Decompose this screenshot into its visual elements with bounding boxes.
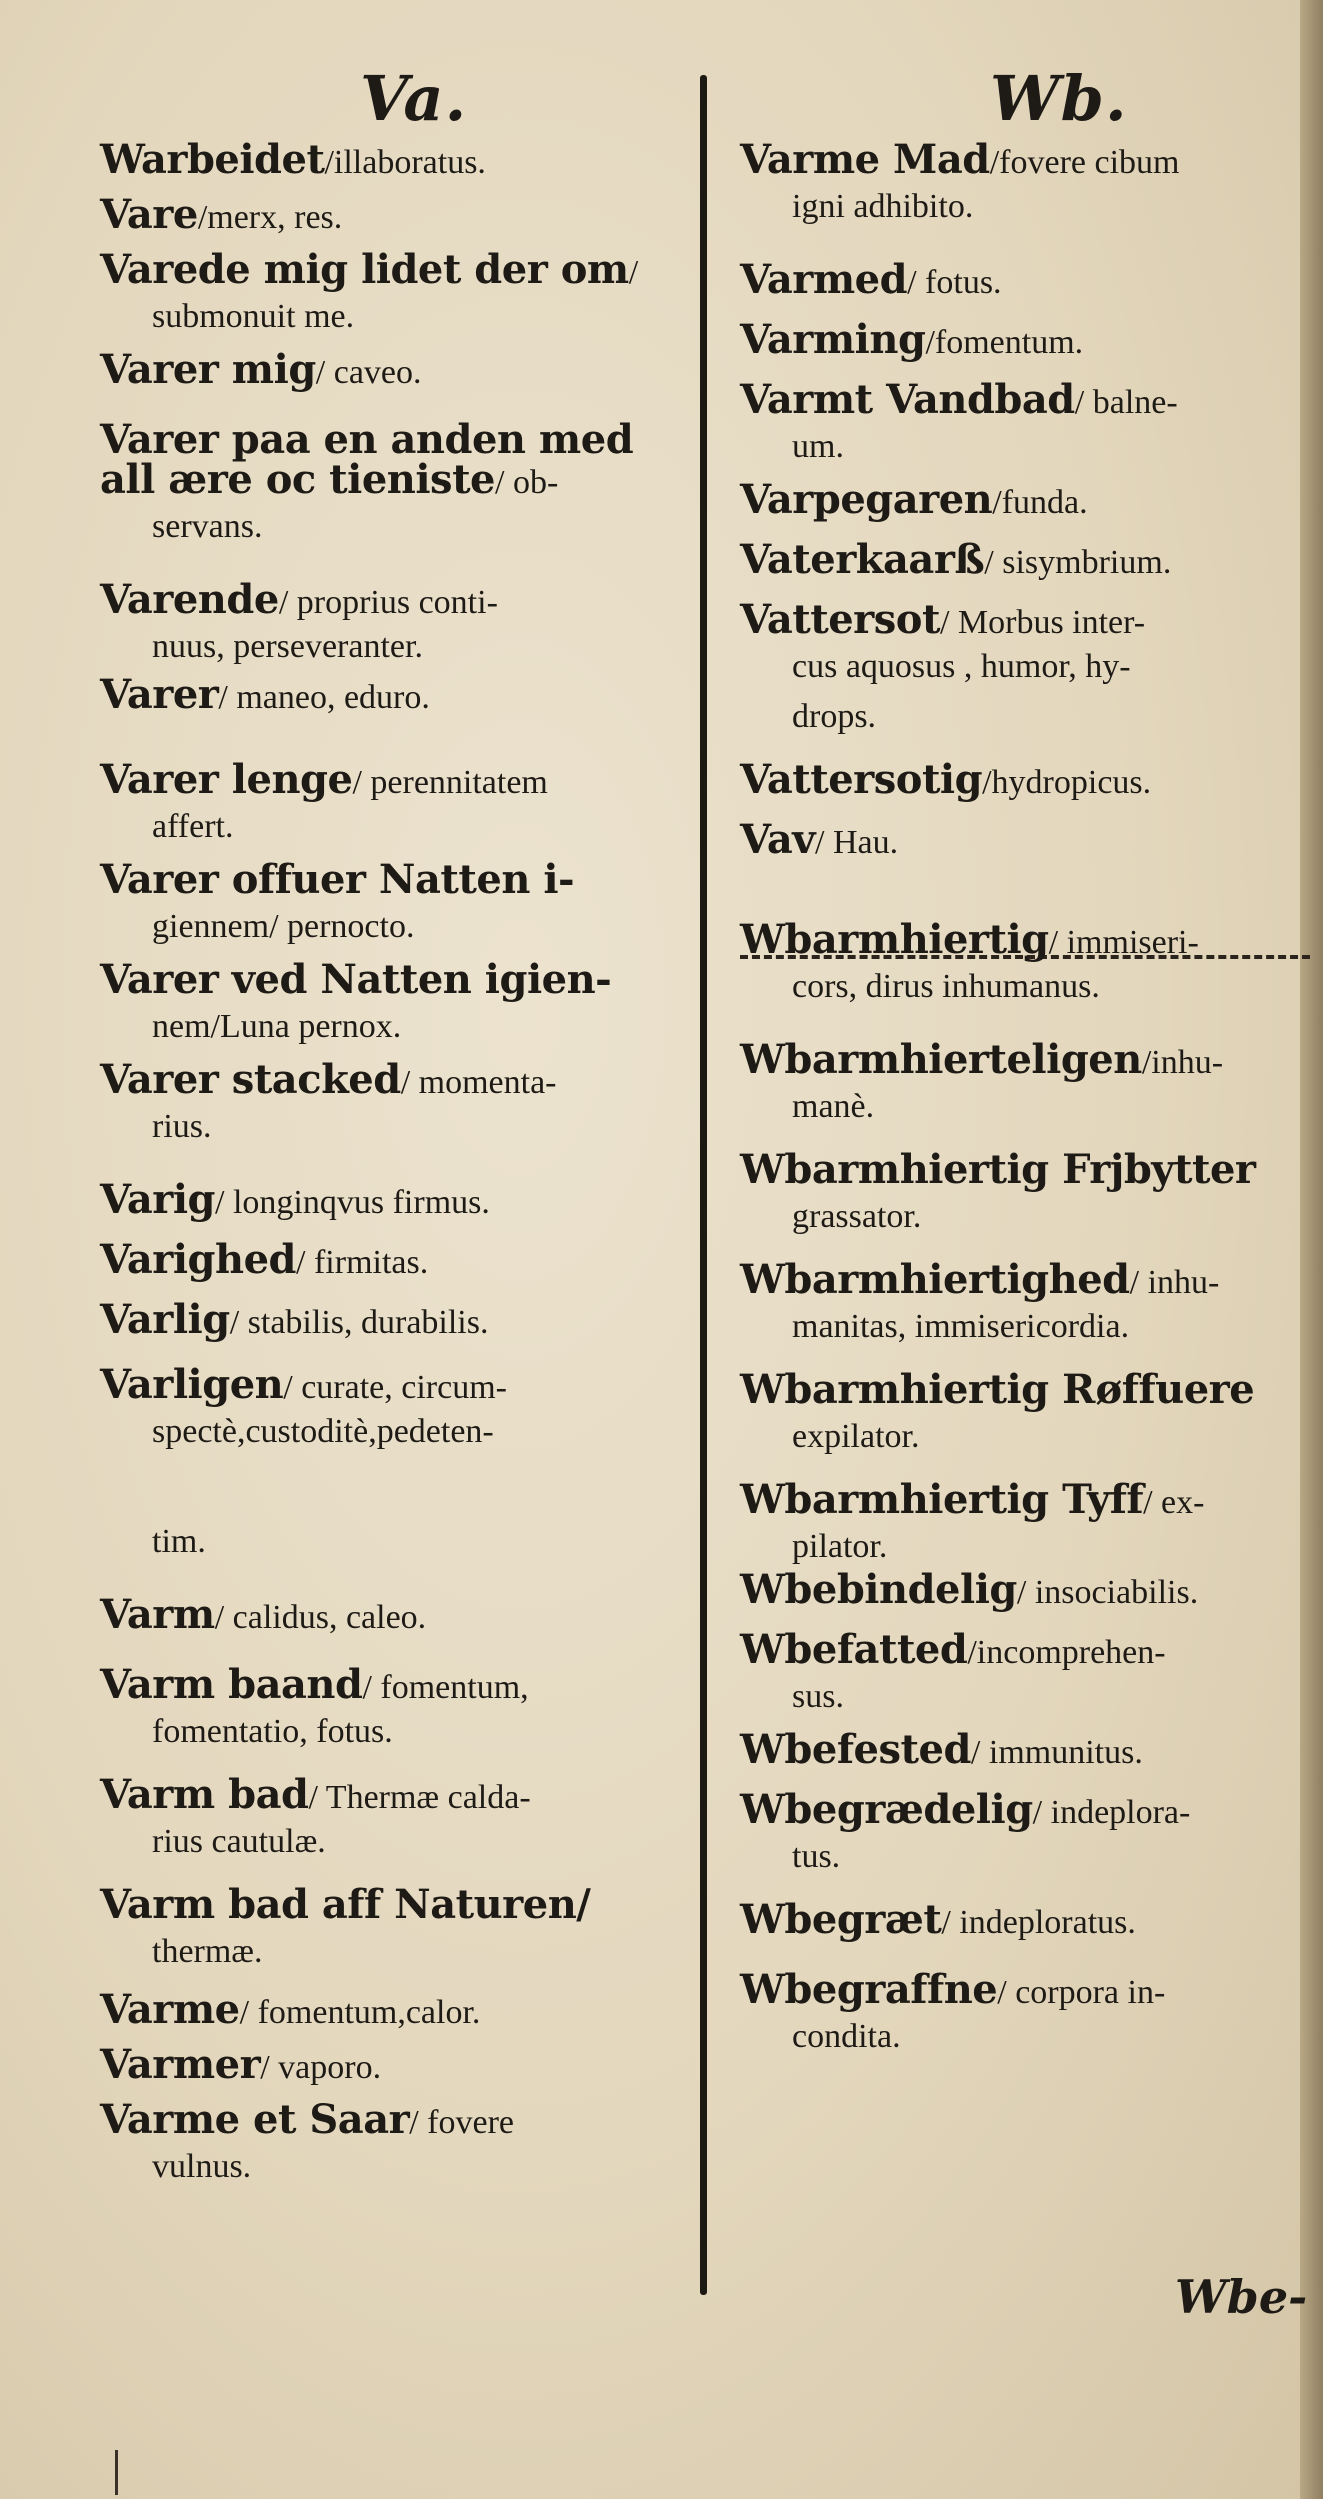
entry-definition: / fomentum,calor. (239, 1994, 481, 2031)
entry-definition: / firmitas. (296, 1244, 429, 1281)
entry-definition: / balne- (1074, 384, 1178, 421)
dictionary-entry (740, 256, 1300, 303)
entry-definition: / Hau. (815, 824, 899, 861)
catchword: Wbe- (1175, 2270, 1308, 2324)
entry-definition: / maneo, eduro. (218, 679, 430, 716)
entry-continuation: cors, dirus inhumanus. (792, 968, 1100, 1005)
entry-headword: Wbarmhiertighed (740, 1256, 1130, 1303)
entry-headword: Varer stacked (100, 1056, 401, 1103)
entry-headword: Varmed (740, 256, 908, 303)
dictionary-entry (740, 756, 1300, 803)
entry-headword: Varer offuer Natten i- (100, 856, 575, 903)
entry-continuation: servans. (152, 508, 263, 545)
entry-definition: /merx, res. (197, 199, 343, 236)
entry-definition: / Thermæ calda- (308, 1779, 531, 1816)
entry-definition: / immunitus. (970, 1734, 1143, 1771)
entry-continuation: spectè,custoditè,pedeten- (152, 1413, 494, 1450)
dictionary-entry (740, 376, 1300, 465)
dictionary-entry (740, 916, 1300, 1005)
dictionary-entry (100, 2041, 680, 2088)
entry-continuation: pilator. (792, 1528, 888, 1565)
column-divider (700, 75, 707, 2295)
entry-headword: Vattersot (740, 596, 940, 643)
entry-continuation: affert. (152, 808, 234, 845)
entry-headword: Varmt Vandbad (740, 376, 1075, 423)
entry-continuation: fomentatio, fotus. (152, 1713, 393, 1750)
entry-headword: Varm (100, 1591, 215, 1638)
dictionary-entry (100, 856, 680, 945)
entry-definition: / perennitatem (352, 764, 548, 801)
entry-headword: Varlig (100, 1296, 230, 1343)
entry-definition: / ex- (1143, 1484, 1205, 1521)
entry-definition: / indeploratus. (941, 1904, 1136, 1941)
entry-headword: Wbebindelig (740, 1566, 1017, 1613)
entry-definition: / vaporo. (260, 2049, 382, 2086)
entry-headword: Varede mig lidet der om (100, 246, 629, 293)
entry-definition: / fotus. (907, 264, 1002, 301)
entry-headword: Wbefatted (740, 1626, 968, 1673)
entry-headword: Varpegaren (740, 476, 993, 523)
entry-continuation: giennem/ pernocto. (152, 908, 415, 945)
entry-headword: Wbegraffne (740, 1966, 998, 2013)
entry-continuation: grassator. (792, 1198, 922, 1235)
entry-continuation: expilator. (792, 1418, 920, 1455)
dictionary-entry (100, 1525, 680, 1559)
dictionary-entry (100, 1661, 680, 1750)
dictionary-entry (740, 1036, 1300, 1125)
entry-headword: Wbarmhiertig Røffuere (740, 1366, 1255, 1413)
dictionary-entry (100, 246, 680, 335)
entry-headword: Varme et Saar (100, 2096, 410, 2143)
entry-continuation: tim. (152, 1523, 206, 1560)
dictionary-entry (740, 1966, 1300, 2055)
dictionary-entry (740, 1726, 1300, 1773)
entry-continuation: manitas, immisericordia. (792, 1308, 1130, 1345)
entry-definition: / proprius conti- (278, 584, 498, 621)
entry-headword: Varer ved Natten igien- (100, 956, 612, 1003)
dictionary-entry (100, 1881, 680, 1970)
entry-definition: /incomprehen- (967, 1634, 1166, 1671)
entry-headword: Wbarmhiertig Frjbytter (740, 1146, 1256, 1193)
dictionary-entry (740, 536, 1300, 583)
dictionary-entry (100, 1771, 680, 1860)
dictionary-entry (740, 596, 1300, 685)
entry-definition: /fomentum. (925, 324, 1084, 361)
entry-definition: / sisymbrium. (984, 544, 1172, 581)
entry-headword: Varighed (100, 1236, 297, 1283)
dictionary-entry (100, 346, 680, 393)
entry-headword: Varer (100, 671, 219, 718)
entry-headword: Wbarmhiertig (740, 916, 1049, 963)
entry-headword: Vattersotig (740, 756, 983, 803)
entry-definition: / momenta- (400, 1064, 557, 1101)
entry-continuation: manè. (792, 1088, 875, 1125)
entry-continuation: rius cautulæ. (152, 1823, 326, 1860)
entry-definition: / (628, 254, 639, 291)
entry-definition: / indeplora- (1032, 1794, 1191, 1831)
dictionary-entry (740, 1256, 1300, 1345)
entry-headword: Wbarmhiertig Tyff (740, 1476, 1144, 1523)
dictionary-entry (100, 1236, 680, 1283)
entry-headword: Vare (100, 191, 198, 238)
entry-headword: Varm bad (100, 1771, 309, 1818)
entry-definition: / corpora in- (997, 1974, 1166, 2011)
entry-headword: Vav (740, 816, 816, 863)
dictionary-entry (100, 956, 680, 1045)
entry-headword: Vaterkaarß (740, 536, 985, 583)
dictionary-entry (100, 1361, 680, 1450)
entry-definition: /inhu- (1141, 1044, 1224, 1081)
entry-headword: Varer mig (100, 346, 316, 393)
dictionary-entry (100, 1296, 680, 1343)
dictionary-entry (740, 316, 1300, 363)
dictionary-entry (740, 136, 1300, 225)
entry-definition: /hydropicus. (982, 764, 1152, 801)
entry-definition: / curate, circum- (283, 1369, 507, 1406)
dictionary-entry (740, 1896, 1300, 1943)
dictionary-entry (740, 476, 1300, 523)
entry-continuation: thermæ. (152, 1933, 263, 1970)
dictionary-entry (740, 1146, 1300, 1235)
entry-headword: Varme Mad (740, 136, 990, 183)
entry-headword: Wbarmhierteligen (740, 1036, 1142, 1083)
entry-headword: Varm bad aff Naturen/ (100, 1881, 591, 1928)
entry-definition: /illaboratus. (324, 144, 486, 181)
entry-headword: Wbefested (740, 1726, 971, 1773)
dictionary-entry (740, 1626, 1300, 1715)
dictionary-entry (740, 816, 1300, 863)
entry-headword: Varme (100, 1986, 240, 2033)
entry-headword: Warbeidet (100, 136, 325, 183)
entry-definition: / inhu- (1129, 1264, 1220, 1301)
entry-headword: Varming (740, 316, 926, 363)
dictionary-entry (100, 1176, 680, 1223)
entry-continuation: tus. (792, 1838, 841, 1875)
dictionary-entry (100, 1986, 680, 2033)
entry-definition: / fovere (409, 2104, 514, 2141)
entry-headword: Varmer (100, 2041, 261, 2088)
entry-definition: / immiseri- (1048, 924, 1199, 961)
entry-continuation: nuus, perseveranter. (152, 628, 423, 665)
left-column-header: Va. (360, 62, 468, 135)
entry-definition: / calidus, caleo. (214, 1599, 427, 1636)
entry-definition: /funda. (992, 484, 1088, 521)
entry-continuation: submonuit me. (152, 298, 355, 335)
entry-headword: Varende (100, 576, 279, 623)
entry-continuation: cus aquosus , humor, hy- (792, 648, 1131, 685)
dictionary-entry (100, 2096, 680, 2185)
dictionary-entry (740, 1366, 1300, 1455)
dictionary-entry (740, 1786, 1300, 1875)
entry-continuation: igni adhibito. (792, 188, 974, 225)
entry-headword: Wbegræt (740, 1896, 942, 1943)
dictionary-entry (100, 416, 680, 545)
entry-definition: / longinqvus firmus. (215, 1184, 490, 1221)
dictionary-entry (100, 1591, 680, 1638)
entry-headword: Varer lenge (100, 756, 353, 803)
entry-definition: /fovere cibum (989, 144, 1180, 181)
entry-definition: / fomentum, (362, 1669, 529, 1706)
entry-continuation: condita. (792, 2018, 901, 2055)
entry-definition: / caveo. (315, 354, 422, 391)
entry-definition: / stabilis, durabilis. (229, 1304, 489, 1341)
dictionary-entry (740, 700, 1300, 734)
dictionary-entry (740, 1566, 1300, 1613)
bottom-mark (115, 2450, 118, 2495)
entry-headword: Wbegrædelig (740, 1786, 1033, 1833)
entry-continuation: nem/Luna pernox. (152, 1008, 402, 1045)
entry-continuation: um. (792, 428, 844, 465)
entry-definition: / insociabilis. (1016, 1574, 1199, 1611)
entry-definition: / Morbus inter- (939, 604, 1146, 641)
entry-continuation: vulnus. (152, 2148, 252, 2185)
dictionary-entry (740, 1476, 1300, 1565)
entry-continuation: rius. (152, 1108, 212, 1145)
dictionary-entry (100, 1056, 680, 1145)
dictionary-entry (100, 756, 680, 845)
entry-headword: Varligen (100, 1361, 284, 1408)
page-edge (1300, 0, 1323, 2499)
entry-definition: / ob- (495, 464, 559, 501)
entry-headword: Varm baand (100, 1661, 363, 1708)
entry-continuation: sus. (792, 1678, 844, 1715)
dictionary-entry (100, 136, 680, 183)
dictionary-entry (100, 191, 680, 238)
entry-continuation: drops. (792, 698, 877, 735)
right-column-header: Wb. (990, 62, 1128, 135)
dictionary-entry (100, 576, 680, 665)
dictionary-entry (100, 671, 680, 718)
entry-headword: Varig (100, 1176, 216, 1223)
entry-headword: Varer paa en anden med all ære oc tieniste (100, 416, 634, 503)
